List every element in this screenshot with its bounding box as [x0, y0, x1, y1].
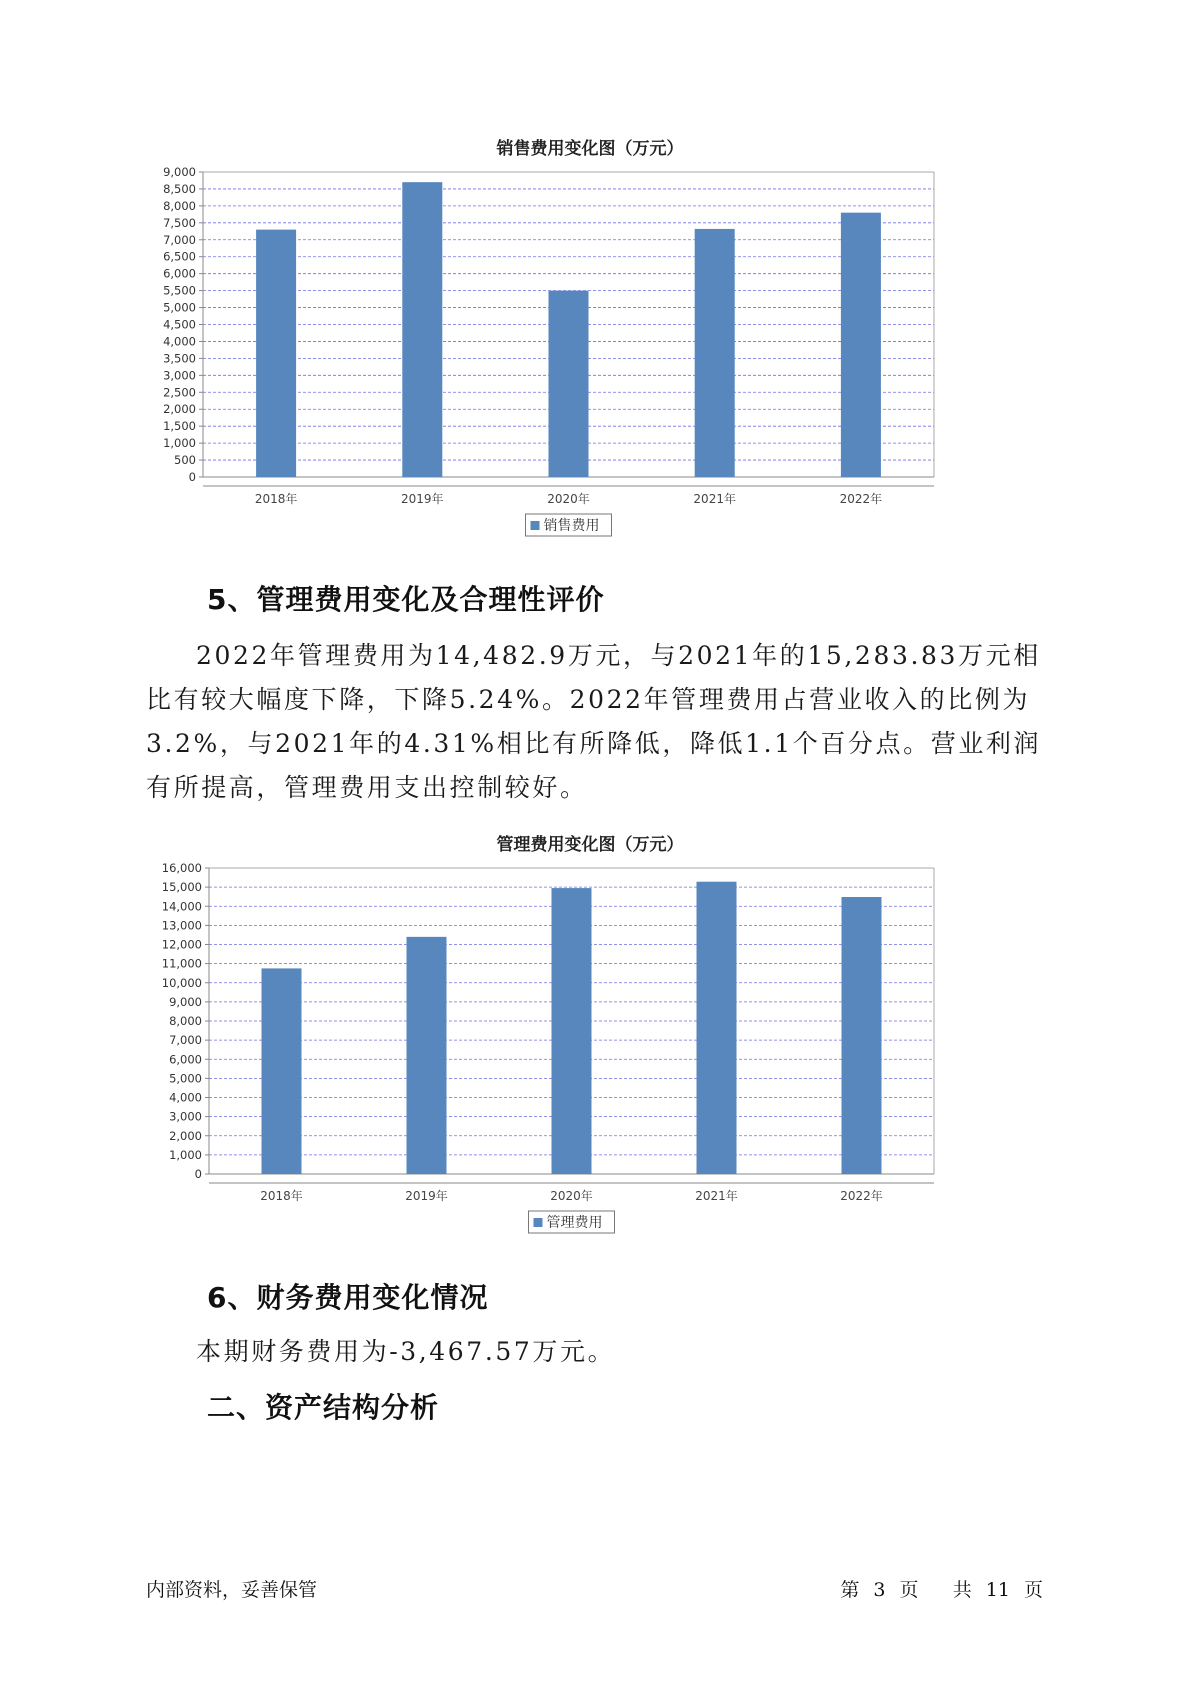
- y-tick-label: 16,000: [161, 861, 202, 875]
- y-tick-label: 4,000: [169, 1090, 202, 1105]
- y-tick-label: 7,000: [163, 232, 196, 247]
- y-tick-label: 5,000: [163, 300, 196, 315]
- bar: [262, 968, 302, 1174]
- x-tick-label: 2022年: [839, 492, 883, 506]
- y-tick-label: 5,000: [169, 1071, 202, 1086]
- y-tick-label: 3,000: [169, 1109, 202, 1124]
- y-tick-label: 3,000: [163, 368, 196, 383]
- y-tick-label: 500: [174, 453, 196, 468]
- x-tick-label: 2019年: [401, 492, 444, 506]
- legend-label: 管理费用: [546, 1215, 603, 1231]
- y-tick-label: 4,000: [163, 334, 196, 349]
- paragraph-text: 本期财务费用为-3,467.57万元。: [196, 1337, 616, 1366]
- chart-svg: [150, 130, 1030, 550]
- x-tick-label: 2018年: [254, 492, 298, 506]
- bar: [256, 230, 296, 477]
- x-tick-label: 2022年: [840, 1189, 883, 1203]
- section-ii-heading: 二、资产结构分析: [207, 1391, 440, 1424]
- x-tick-label: 2020年: [550, 1189, 593, 1203]
- y-tick-label: 10,000: [161, 975, 202, 990]
- y-tick-label: 0: [194, 1167, 202, 1181]
- y-tick-label: 5,500: [163, 283, 196, 298]
- section-6-heading: 6、财务费用变化情况: [207, 1281, 489, 1314]
- y-tick-label: 11,000: [161, 956, 202, 971]
- chart-title: 销售费用变化图（万元）: [496, 139, 684, 159]
- page-unit: 页: [899, 1579, 919, 1601]
- chart-title: 管理费用变化图（万元）: [496, 835, 684, 855]
- y-tick-label: 2,000: [169, 1128, 202, 1143]
- y-tick-label: 4,500: [163, 317, 196, 332]
- y-tick-label: 15,000: [161, 880, 202, 895]
- y-tick-label: 6,500: [163, 249, 196, 264]
- y-tick-label: 8,500: [163, 181, 196, 196]
- y-tick-label: 2,000: [163, 402, 196, 417]
- total-pages: 11: [985, 1579, 1010, 1601]
- bar: [842, 897, 882, 1174]
- y-tick-label: 2,500: [163, 385, 196, 400]
- y-tick-label: 12,000: [161, 937, 202, 952]
- section-5-heading: 5、管理费用变化及合理性评价: [207, 583, 605, 616]
- x-tick-label: 2021年: [693, 492, 736, 506]
- bar: [841, 213, 881, 477]
- paragraph-text: 2022年管理费用为14,482.9万元，与2021年的15,283.83万元相比有较大幅度下降，下降5.24%。2022年管理费用占营业收入的比例为3.2%，与2021年的4.31%相比有所降低，降低1.1个百分点。营业利润有所提高，管理费用支出控制较好。: [146, 641, 1042, 802]
- page-number: 3: [873, 1579, 886, 1601]
- x-tick-label: 2018年: [260, 1189, 303, 1203]
- footer-page-info: [838, 1575, 1045, 1602]
- chart-svg: [150, 826, 1030, 1246]
- section-5-paragraph: [146, 634, 1066, 810]
- bar: [695, 229, 735, 477]
- y-tick-label: 1,000: [169, 1147, 202, 1162]
- y-tick-label: 9,000: [163, 165, 196, 179]
- y-tick-label: 0: [188, 470, 196, 484]
- footer-confidential: 内部资料，妥善保管: [146, 1579, 318, 1601]
- bar: [407, 937, 447, 1174]
- page-prefix: 第: [840, 1579, 860, 1601]
- admin-expense-chart: [150, 826, 1030, 1246]
- y-tick-label: 14,000: [161, 899, 202, 914]
- section-6-paragraph: [146, 1330, 1066, 1374]
- y-tick-label: 7,500: [163, 215, 196, 230]
- total-prefix: 共: [952, 1579, 972, 1601]
- x-tick-label: 2019年: [405, 1189, 448, 1203]
- legend-label: 销售费用: [543, 518, 600, 534]
- bar: [549, 291, 589, 477]
- x-tick-label: 2021年: [695, 1189, 738, 1203]
- total-unit: 页: [1023, 1579, 1043, 1601]
- y-tick-label: 1,500: [163, 419, 196, 434]
- y-tick-label: 9,000: [169, 994, 202, 1009]
- y-tick-label: 6,000: [169, 1052, 202, 1067]
- bar: [697, 882, 737, 1174]
- y-tick-label: 13,000: [161, 918, 202, 933]
- y-tick-label: 8,000: [163, 198, 196, 213]
- bar: [402, 182, 442, 477]
- y-tick-label: 8,000: [169, 1014, 202, 1028]
- y-tick-label: 1,000: [163, 436, 196, 451]
- legend-swatch: [531, 521, 540, 530]
- legend-swatch: [534, 1218, 543, 1227]
- bar: [552, 888, 592, 1174]
- y-tick-label: 7,000: [169, 1033, 202, 1048]
- x-tick-label: 2020年: [547, 492, 590, 506]
- sales-expense-chart: [150, 130, 1030, 550]
- y-tick-label: 6,000: [163, 266, 196, 281]
- y-tick-label: 3,500: [163, 351, 196, 366]
